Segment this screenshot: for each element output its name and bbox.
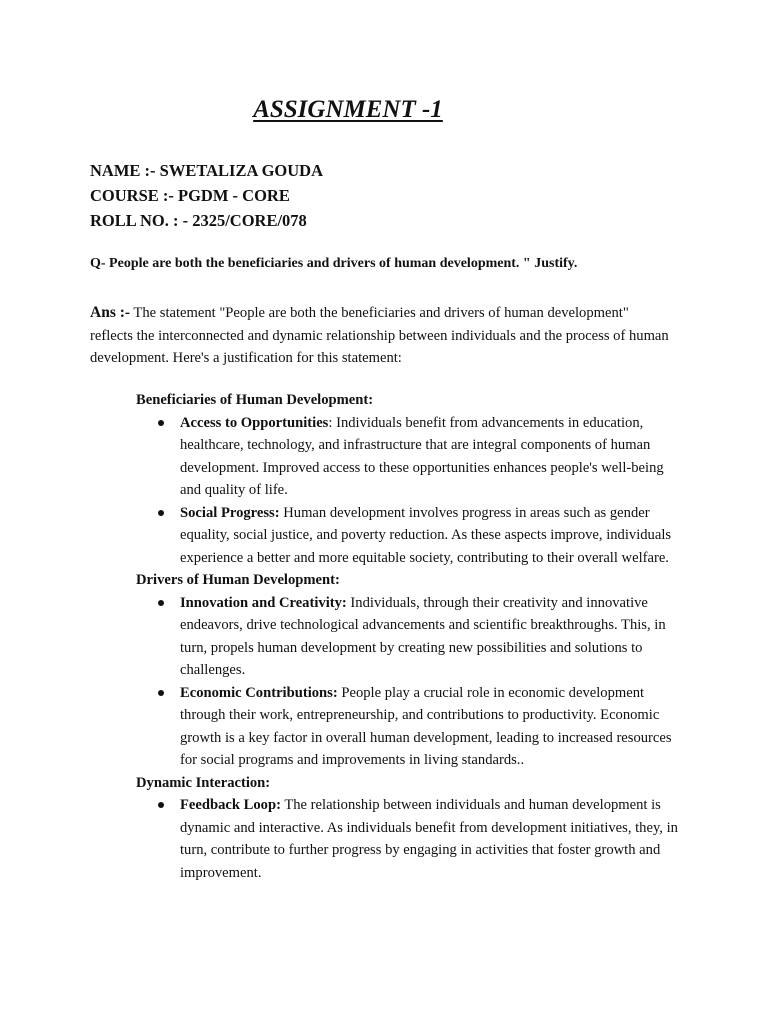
section-dynamic-interaction (136, 772, 681, 885)
item-term: Feedback Loop: (180, 797, 281, 813)
item-text: : Individuals benefit from advancements in education, healthcare, technology, and infrastructure that are integral components of human development. Improved access to these opportunities enhances people's well-being and quality of life. (180, 414, 664, 498)
list-item (136, 682, 681, 772)
section-drivers (136, 569, 681, 772)
bullet-list (136, 592, 681, 772)
list-item (136, 502, 681, 570)
item-term: Social Progress: (180, 504, 280, 521)
list-item (136, 794, 681, 884)
assignment-title: ASSIGNMENT -1 (253, 96, 443, 123)
section-heading: Beneficiaries of Human Development: (136, 392, 374, 408)
bullet-icon (158, 600, 164, 606)
list-item (136, 412, 681, 502)
bullet-icon (158, 420, 164, 426)
section-beneficiaries (136, 389, 681, 569)
bullet-icon (158, 690, 164, 696)
bullet-icon (158, 802, 164, 808)
answer-label: Ans :- (90, 304, 131, 321)
section-heading: Drivers of Human Development: (136, 572, 340, 588)
roll-number-line: ROLL NO. : - 2325/CORE/078 (90, 211, 307, 230)
bullet-list (136, 794, 681, 884)
item-term: Economic Contributions: (180, 684, 338, 701)
course-line: COURSE :- PGDM - CORE (90, 186, 290, 205)
bullet-list (136, 412, 681, 570)
answer-sections (136, 389, 681, 884)
student-info (90, 158, 323, 233)
item-text: Individuals, through their creativity and innovative endeavors, drive technological advancements and scientific breakthroughs. This, in turn, propels human development by creating new possibilities and solutions to challenges. (180, 594, 666, 678)
question-text: Q- People are both the beneficiaries and drivers of human development. " Justify. (90, 256, 578, 271)
item-text: Human development involves progress in areas such as gender equality, social justice, and poverty reduction. As these aspects improve, individuals experience a better and more equitable society, contributing to their overall welfare. (180, 504, 672, 566)
bullet-icon (158, 510, 164, 516)
item-text: The relationship between individuals and human development is dynamic and interactive. As individuals benefit from development initiatives, they, in turn, contribute to further progress by engaging in activities that foster growth and improvement. (180, 797, 678, 881)
item-term: Innovation and Creativity: (180, 594, 347, 611)
answer-body: The statement "People are both the beneficiaries and drivers of human development" reflects the interconnected and dynamic relationship between individuals and the process of human development. Here's a justification for this statement: (90, 305, 669, 366)
name-line: NAME :- SWETALIZA GOUDA (90, 161, 324, 180)
item-term: Access to Opportunities (180, 414, 329, 431)
list-item (136, 592, 681, 682)
answer-paragraph (90, 302, 670, 370)
section-heading: Dynamic Interaction: (136, 774, 271, 791)
item-text: People play a crucial role in economic development through their work, entrepreneurship, and contributions to productivity. Economic growth is a key factor in overall human development, leading to increased resources for social programs and improvements in living standards.. (180, 684, 672, 768)
